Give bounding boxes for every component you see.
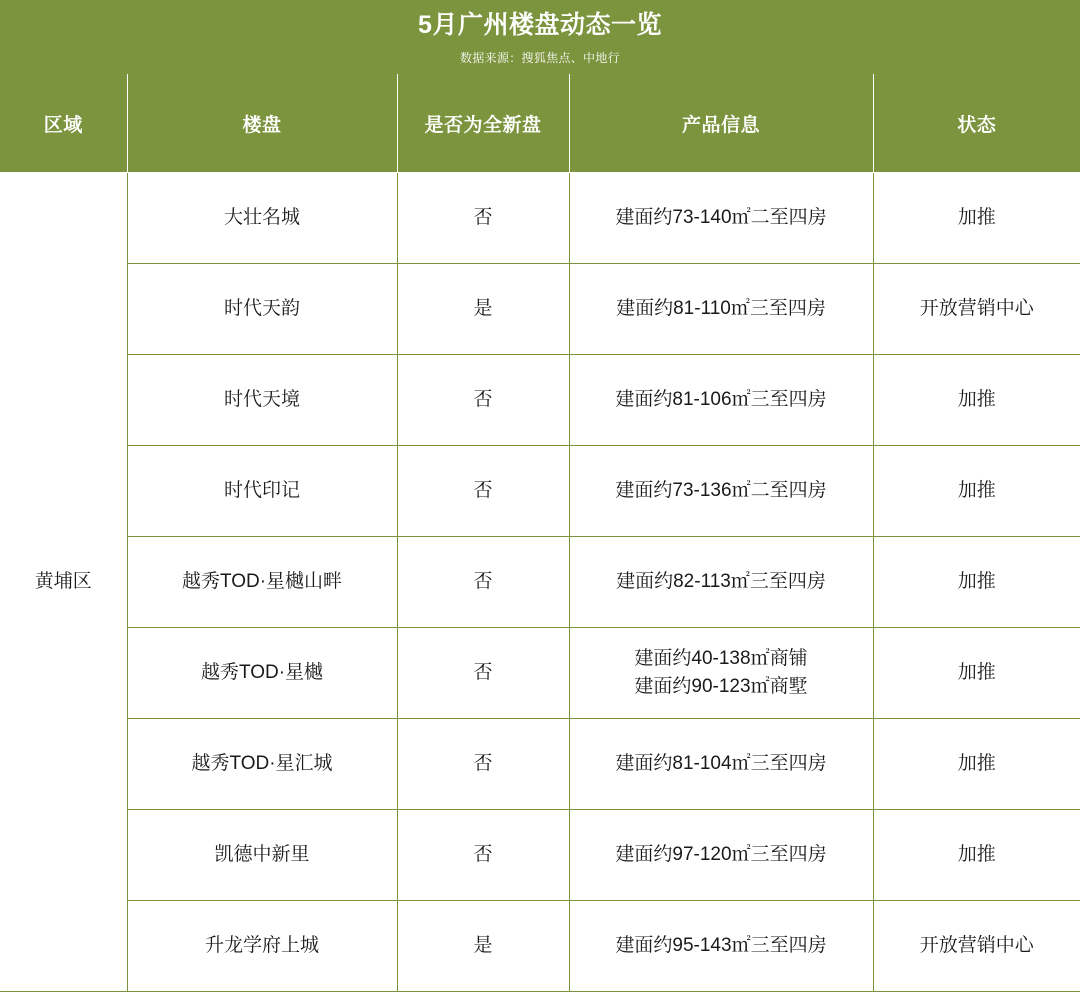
table-row (0, 355, 1080, 446)
product-info-line: 建面约81-110㎡三至四房 (616, 298, 826, 320)
product-info-line: 建面约81-106㎡三至四房 (615, 389, 827, 411)
table-body (0, 173, 1080, 992)
product-info-line: 建面约90-123㎡商墅 (634, 676, 808, 697)
cell-status: 加推 (873, 355, 1080, 446)
table-row (0, 719, 1080, 810)
cell-is-new: 否 (397, 628, 569, 719)
cell-status: 加推 (873, 810, 1080, 901)
product-info-line: 建面约81-104㎡三至四房 (615, 753, 827, 775)
column-header-is-new: 是否为全新盘 (397, 74, 569, 173)
table-header (0, 74, 1080, 173)
cell-product-info (569, 810, 873, 901)
cell-product-info (569, 264, 873, 355)
product-info-line: 建面约97-120㎡三至四房 (615, 844, 827, 866)
page-title: 5月广州楼盘动态一览 (418, 11, 662, 40)
cell-is-new: 是 (397, 264, 569, 355)
table-header-row (0, 74, 1080, 173)
table-row (0, 628, 1080, 719)
table-title-bar (0, 0, 1080, 74)
table-row (0, 901, 1080, 992)
cell-project-name: 越秀TOD·星汇城 (127, 719, 397, 810)
cell-status: 加推 (873, 719, 1080, 810)
cell-is-new: 否 (397, 355, 569, 446)
cell-project-name: 升龙学府上城 (127, 901, 397, 992)
cell-status: 开放营销中心 (873, 901, 1080, 992)
cell-product-info (569, 537, 873, 628)
cell-product-info (569, 901, 873, 992)
cell-project-name: 时代天韵 (127, 264, 397, 355)
cell-is-new: 否 (397, 537, 569, 628)
cell-status: 加推 (873, 173, 1080, 264)
cell-project-name: 大壮名城 (127, 173, 397, 264)
cell-status: 开放营销中心 (873, 264, 1080, 355)
cell-project-name: 时代印记 (127, 446, 397, 537)
table-row (0, 810, 1080, 901)
cell-area: 黄埔区 (0, 173, 127, 992)
cell-project-name: 越秀TOD·星樾 (127, 628, 397, 719)
cell-status: 加推 (873, 628, 1080, 719)
table-row (0, 446, 1080, 537)
column-header-product-info: 产品信息 (569, 74, 873, 173)
cell-project-name: 时代天境 (127, 355, 397, 446)
table-row (0, 173, 1080, 264)
cell-is-new: 否 (397, 446, 569, 537)
cell-project-name: 凯德中新里 (127, 810, 397, 901)
column-header-project: 楼盘 (127, 74, 397, 173)
cell-is-new: 是 (397, 901, 569, 992)
cell-is-new: 否 (397, 173, 569, 264)
cell-product-info (569, 719, 873, 810)
cell-is-new: 否 (397, 719, 569, 810)
product-info-line: 建面约73-136㎡二至四房 (615, 480, 827, 502)
table-row (0, 537, 1080, 628)
product-info-line: 建面约95-143㎡三至四房 (615, 935, 827, 957)
cell-product-info (569, 355, 873, 446)
product-info-line: 建面约73-140㎡二至四房 (615, 207, 827, 229)
property-listing-table (0, 74, 1080, 992)
cell-product-info (569, 173, 873, 264)
column-header-status: 状态 (873, 74, 1080, 173)
table-row (0, 264, 1080, 355)
cell-project-name: 越秀TOD·星樾山畔 (127, 537, 397, 628)
cell-product-info (569, 446, 873, 537)
cell-status: 加推 (873, 446, 1080, 537)
cell-product-info (569, 628, 873, 719)
cell-is-new: 否 (397, 810, 569, 901)
data-source-note: 数据来源：搜狐焦点、中地行 (460, 50, 620, 65)
column-header-area: 区域 (0, 74, 127, 173)
cell-status: 加推 (873, 537, 1080, 628)
product-info-line: 建面约40-138㎡商铺 (634, 648, 808, 670)
product-info-line: 建面约82-113㎡三至四房 (616, 571, 826, 593)
